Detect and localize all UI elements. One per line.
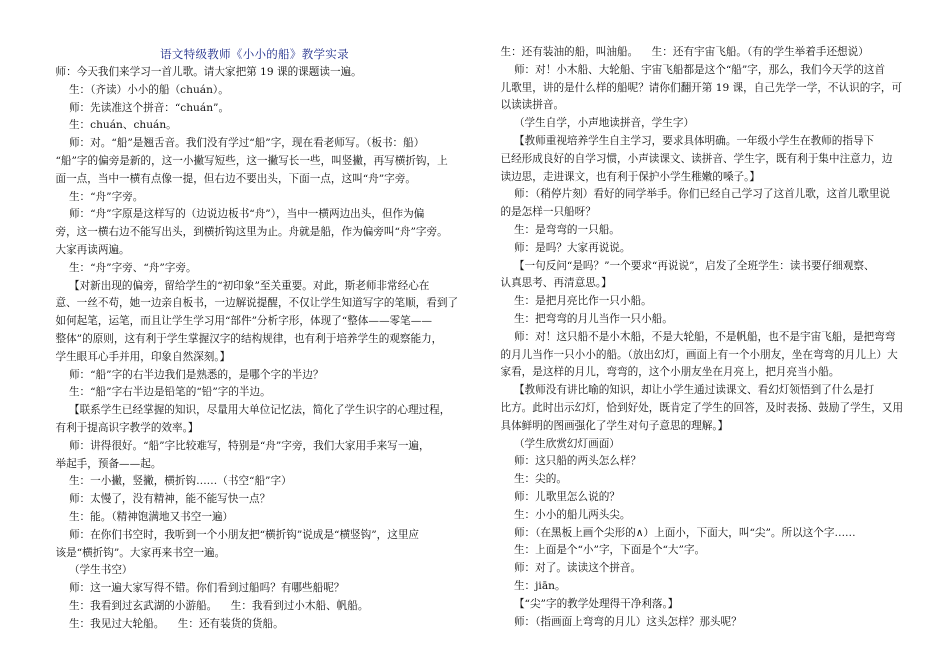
text-line: 【对新出现的偏旁，留给学生的“初印象”至关重要。对此，斯老师非常经心在 bbox=[42, 279, 430, 292]
text-line: 大家再读两遍。 bbox=[42, 243, 130, 256]
text-line: 师：这一遍大家写得不错。你们看到过船吗？有哪些船呢？ bbox=[42, 582, 345, 595]
text-line: 生：小小的船儿两头尖。 bbox=[487, 508, 631, 521]
text-line: 整体”的原则，这有利于学生掌握汉字的结构规律，也有利于培养学生的观察能力， bbox=[42, 332, 443, 345]
text-line: 生：“舟”字旁。 bbox=[42, 190, 144, 203]
text-line: （学生书空） bbox=[42, 564, 133, 577]
text-line: 【“尖”字的教学处理得干净利落。】 bbox=[487, 597, 679, 610]
text-line: 生：（齐读）小小的船（chuán）。 bbox=[42, 83, 229, 96]
text-line: 师：这只船的两头怎么样？ bbox=[487, 455, 642, 468]
text-line: 师：儿歌里怎么说的？ bbox=[487, 490, 620, 503]
text-line: 生：尖的。 bbox=[487, 473, 567, 486]
text-line: 【联系学生已经掌握的知识，尽量用大单位记忆法，简化了学生识字的心理过程， bbox=[42, 404, 451, 417]
text-line: 认真思考、再清意思。】 bbox=[487, 277, 612, 290]
text-line: 师：对！这只船不是小木船，不是大轮船，不是帆船，也不是宇宙飞船，是把弯弯 bbox=[487, 330, 896, 343]
left-column bbox=[42, 44, 467, 634]
text-line: 师：（稍停片刻）看好的同学举手。你们已经自己学习了这首儿歌，这首儿歌里说 bbox=[487, 188, 891, 201]
text-line: 学生眼耳心手并用，印象自然深刻。】 bbox=[42, 350, 231, 363]
text-line: 师：对了。读读这个拼音。 bbox=[487, 562, 642, 575]
text-line: 家看，是这样的月儿，弯弯的，这个小朋友坐在月亮上，把月亮当小船。 bbox=[487, 366, 840, 379]
text-line: 师：讲得很好。“船”字比较难写，特别是“舟”字旁，我们大家用手来写一遍， bbox=[42, 439, 430, 452]
text-line: 师：“船”字的右半边我们是熟悉的，是哪个字的半边？ bbox=[42, 368, 324, 381]
text-line: 【教师重视培养学生自主学习，要求具体明确。一年级小学生在教师的指导下 bbox=[487, 134, 875, 147]
text-line: 生：是弯弯的一只船。 bbox=[487, 223, 620, 236]
text-line: 举起手，预备——起。 bbox=[42, 457, 162, 470]
text-line: 比方。此时出示幻灯，恰到好处，既肯定了学生的回答，及时表扬、鼓励了学生，又用 bbox=[487, 401, 904, 414]
text-line: 具体鲜明的图画强化了学生对句子意思的理解。】 bbox=[487, 419, 729, 432]
text-line: 师：（在黑板上画个尖形的∧）上面小，下面大，叫“尖”。所以这个字…… bbox=[487, 526, 856, 539]
text-line: 生：一小撇，竖撇，横折钩……（书空“船”字） bbox=[42, 475, 292, 488]
text-line: 生：是把月亮比作一只小船。 bbox=[487, 295, 652, 308]
text-line: “船”字的偏旁是新的，这一小撇写短些，这一撇写长一些，叫竖撇，再写横折钩，上 bbox=[42, 154, 448, 167]
text-line: 生：“船”字右半边是铅笔的“铅”字的半边。 bbox=[42, 386, 271, 399]
text-line: 面一点，当中一横有点像一提，但右边不要出头，下面一点，这叫“舟”字旁。 bbox=[42, 172, 416, 185]
right-column-body bbox=[487, 44, 912, 631]
text-line: 已经形成良好的自学习惯，小声读课文、读拼音、学生字，既有利于集中注意力，边 bbox=[487, 152, 893, 165]
text-line: （学生欣赏幻灯画面） bbox=[487, 437, 620, 450]
text-line: 儿歌里，讲的是什么样的船呢？请你们翻开第 19 课，自己先学一学，不认识的字，可 bbox=[487, 81, 903, 94]
text-line: 以读读拼音。 bbox=[487, 99, 565, 112]
text-line: （学生自学，小声地读拼音，学生字） bbox=[487, 117, 695, 130]
text-line: 的是怎样一只船呀？ bbox=[487, 206, 596, 219]
right-column bbox=[487, 44, 912, 631]
text-line: 师：对。“船”是翘舌音。我们没有学过“船”字，现在看老师写。（板书：船） bbox=[42, 137, 425, 150]
text-line: 该是“横折钩”。大家再来书空一遍。 bbox=[42, 546, 226, 559]
text-line: 有利于提高识字教学的效率。】 bbox=[42, 421, 199, 434]
text-line: 【一句反问“是吗？”一个要求“再说说”，启发了全班学生：读书要仔细观察、 bbox=[487, 259, 875, 272]
text-line: 旁，这一横右边不能写出头，到横折钩这里为止。舟就是船，作为偏旁叫“舟”字旁。 bbox=[42, 226, 448, 239]
text-line: 师：太慢了，没有精神，能不能写快一点？ bbox=[42, 493, 271, 506]
text-line: 师：（指画面上弯弯的月儿）这头怎样？那头呢？ bbox=[487, 615, 742, 628]
text-line: 师：今天我们来学习一首儿歌。请大家把第 19 课的课题读一遍。 bbox=[42, 66, 362, 78]
text-line: 生：能。（精神饱满地又书空一遍） bbox=[42, 510, 234, 523]
text-line: 如何起笔，运笔，而且让学生学习用“部件”分析字形，体现了“整体——零笔—— bbox=[42, 315, 432, 328]
text-line: 生：jiān。 bbox=[487, 579, 566, 592]
text-line: 师：对！小木船、大轮船、宇宙飞船都是这个“船”字，那么，我们今天学的这首 bbox=[487, 63, 885, 76]
text-line: 生：还有装油的船，叫油船。 生：还有宇宙飞船。（有的学生举着手还想说） bbox=[487, 46, 869, 58]
document-title: 语文特级教师《小小的船》教学实录 bbox=[160, 47, 349, 61]
text-line: 的月儿当作一只小小的船。（放出幻灯，画面上有一个小朋友，坐在弯弯的月儿上）大 bbox=[487, 348, 898, 361]
text-line: 师：在你们书空时，我听到一个小朋友把“横折钩”说成是“横竖钩”，这里应 bbox=[42, 528, 420, 541]
text-line: 读边思，走进课文，也有利于保护小学生稚嫩的嗓子。】 bbox=[487, 170, 761, 183]
left-column-body bbox=[42, 64, 467, 634]
text-line: 生：把弯弯的月儿当作一只小船。 bbox=[487, 312, 673, 325]
text-line: 生：我看到过玄武湖的小游船。 生：我看到过小木船、帆船。 bbox=[42, 599, 369, 612]
text-line: 生：上面是个“小”字，下面是个“大”字。 bbox=[487, 544, 706, 557]
text-line: 师：先读准这个拼音：“chuán”。 bbox=[42, 101, 230, 114]
text-line: 师：“舟”字原是这样写的（边说边板书“舟”），当中一横两边出头，但作为偏 bbox=[42, 208, 425, 221]
text-line: 意、一丝不苟，她一边亲自板书，一边解说提醒，不仅让学生知道写字的笔顺，看到了 bbox=[42, 297, 459, 310]
text-line: 生：我见过大轮船。 生：还有装货的货船。 bbox=[42, 617, 284, 630]
text-line: 生：chuán、chuán。 bbox=[42, 119, 177, 132]
text-line: 【教师没有讲比喻的知识，却让小学生通过读课文、看幻灯领悟到了什么是打 bbox=[487, 384, 875, 397]
text-line: 生：“舟”字旁、“舟”字旁。 bbox=[42, 261, 197, 274]
text-line: 师：是吗？大家再说说。 bbox=[487, 241, 631, 254]
